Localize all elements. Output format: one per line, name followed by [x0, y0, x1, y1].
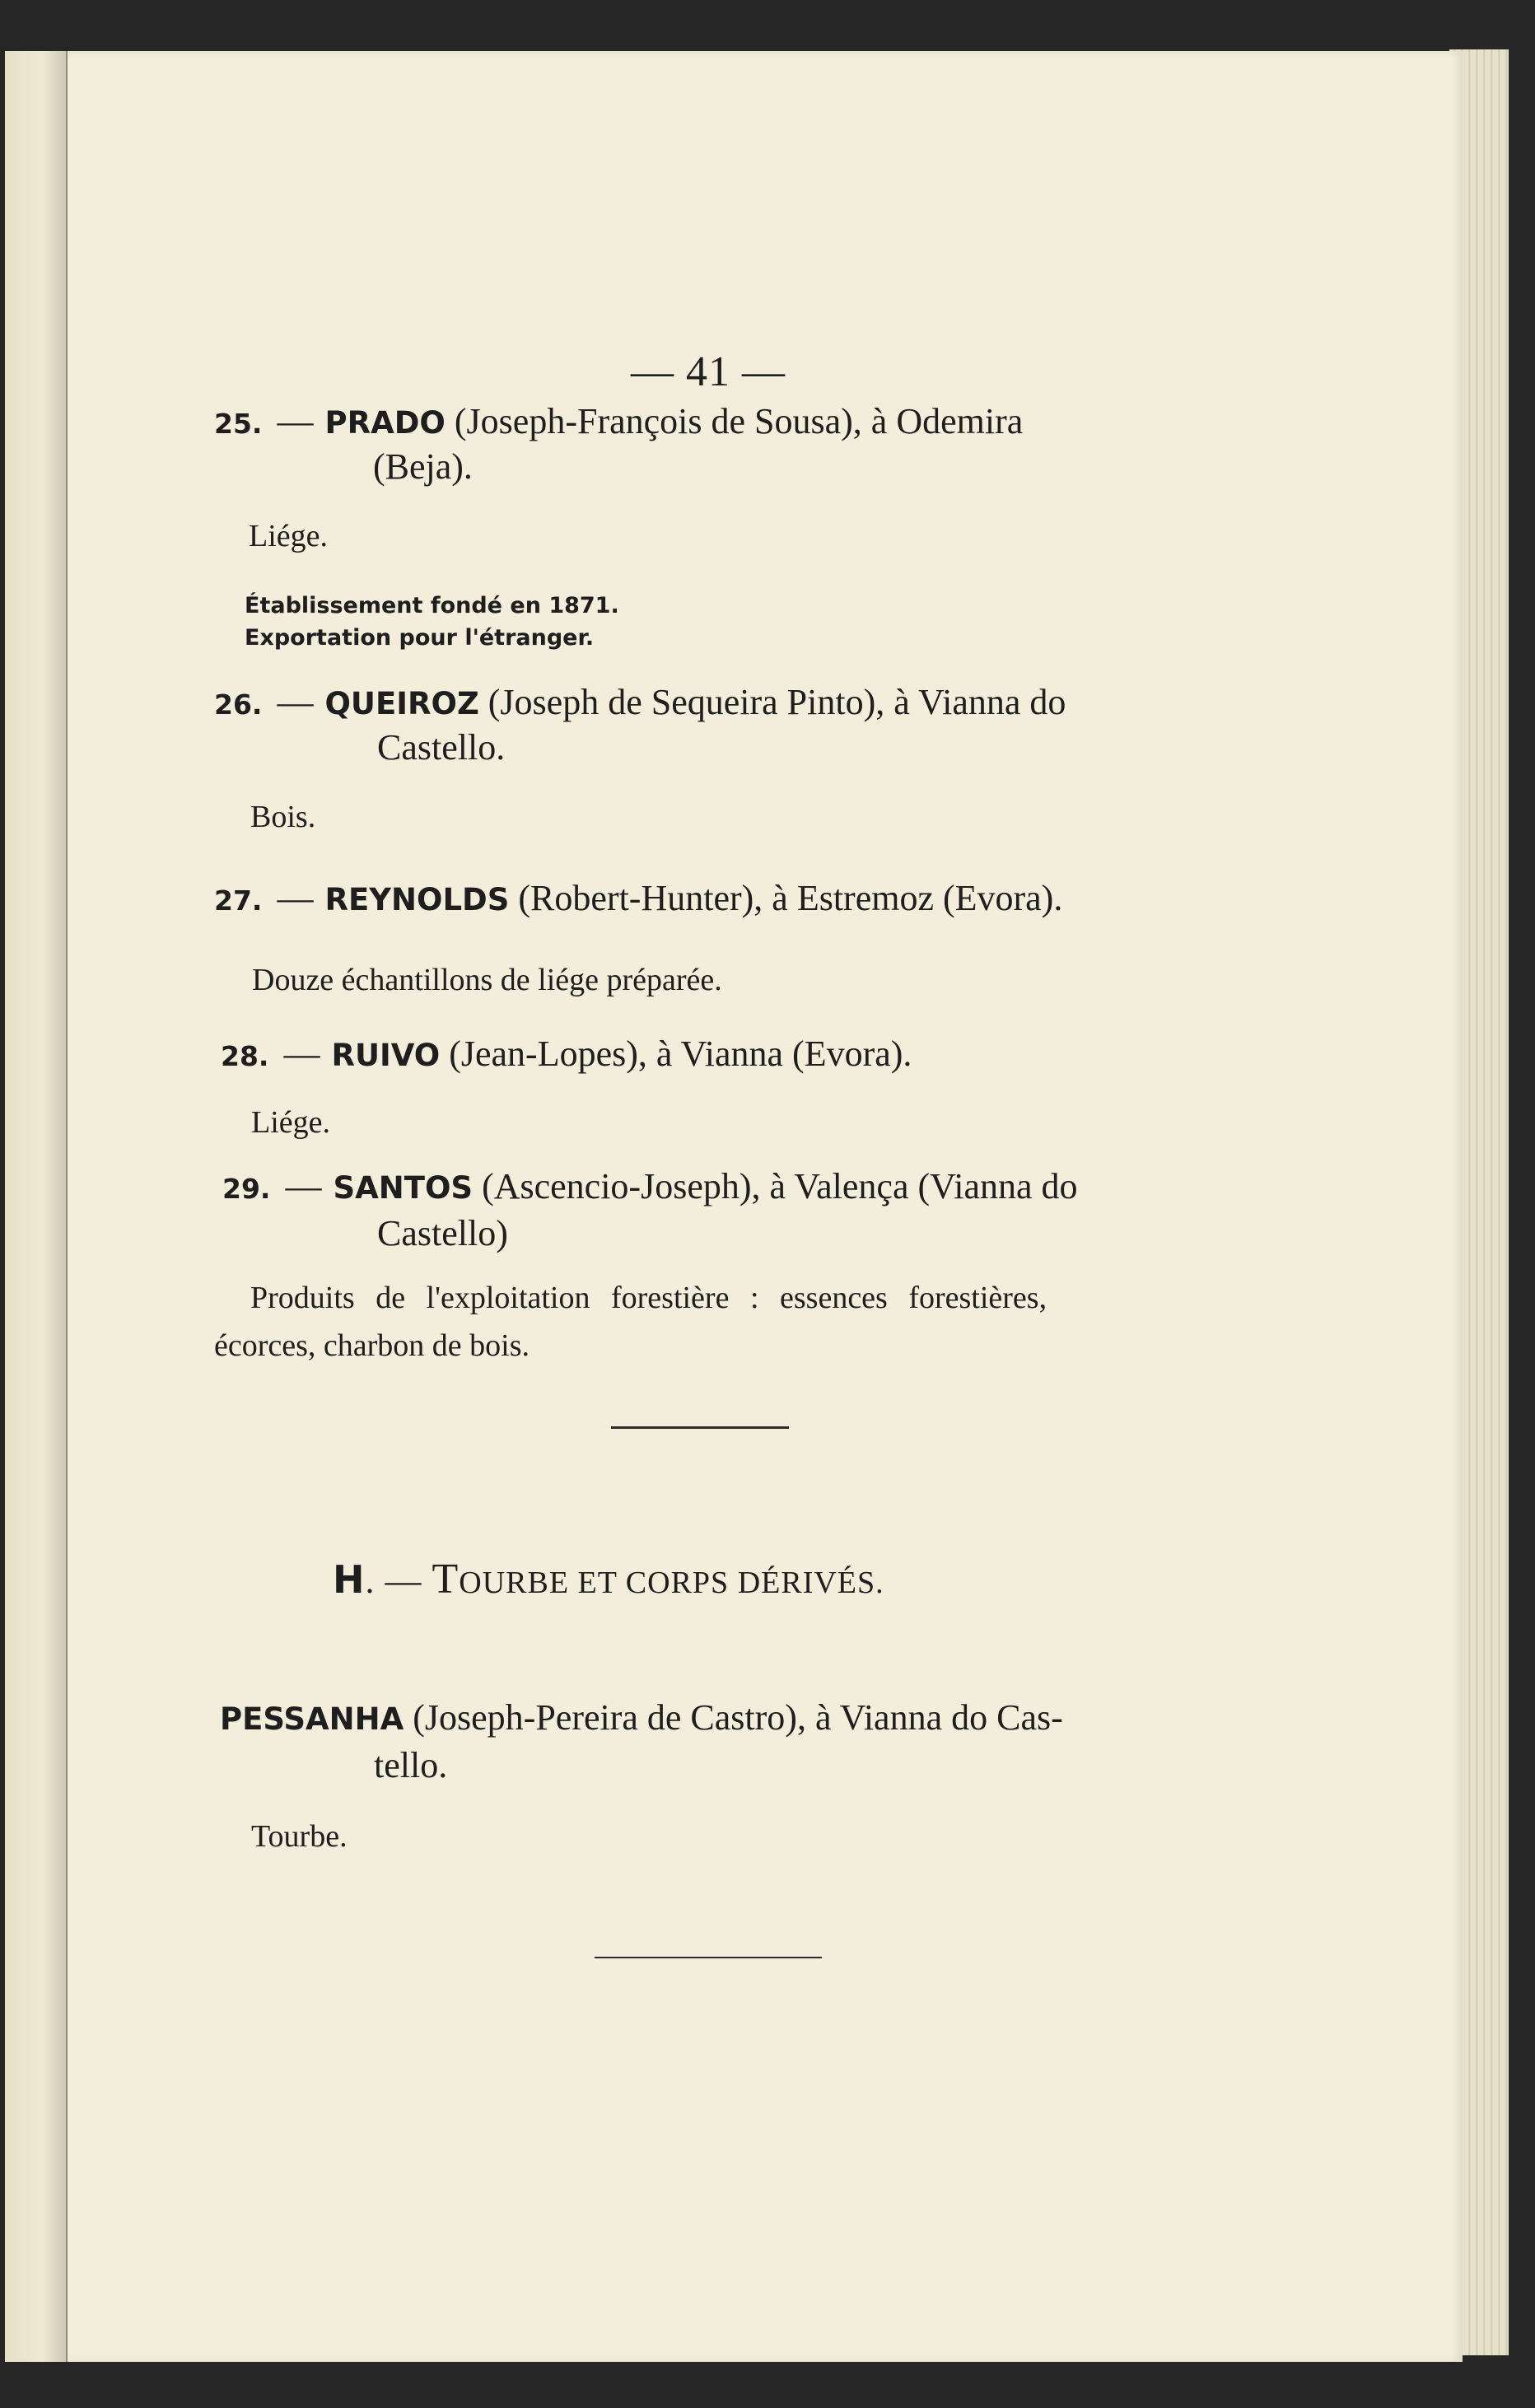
page-number: — 41 — [631, 348, 786, 395]
exhibitor-details: (Ascencio-Joseph), à Valença (Vianna do [482, 1166, 1078, 1206]
exhibitor-details: (Jean-Lopes), à Vianna (Evora). [449, 1034, 912, 1074]
exhibitor-details: (Joseph-Pereira de Castro), à Vianna do Cas- [413, 1697, 1063, 1738]
exhibitor-name: QUEIROZ [324, 686, 479, 721]
section-separator: . — [365, 1561, 422, 1601]
exhibitor-details: (Joseph-François de Sousa), à Odemira [454, 401, 1024, 441]
exhibitor-details: (Robert-Hunter), à Estremoz (Evora). [518, 878, 1063, 918]
section-title-initial: T [432, 1556, 460, 1603]
entry-number: 26. [214, 688, 263, 721]
exhibitor-name: SANTOS [333, 1170, 474, 1206]
entry-28-product: Liége. [251, 1105, 331, 1140]
entry-25-product: Liége. [249, 519, 329, 553]
gutter-fold [66, 51, 68, 2362]
section-letter: H [333, 1557, 366, 1602]
entry-number: 25. [214, 408, 263, 440]
end-divider [595, 1957, 822, 1958]
entry-29-product-cont: écorces, charbon de bois. [214, 1328, 530, 1363]
exhibitor-details: (Joseph de Sequeira Pinto), à Vianna do [488, 682, 1066, 722]
section-divider [611, 1426, 789, 1429]
entry-26-product: Bois. [250, 800, 316, 834]
book-page [5, 51, 1463, 2362]
pessanha-details-cont: tello. [374, 1745, 448, 1785]
entry-number: 27. [214, 884, 263, 917]
entry-28-heading: 28. — RUIVO (Jean-Lopes), à Vianna (Evora). [221, 1034, 912, 1074]
pessanha-product: Tourbe. [251, 1819, 348, 1854]
section-heading [333, 1555, 884, 1603]
entry-26-heading: 26. — QUEIROZ (Joseph de Sequeira Pinto), à Vianna do [214, 682, 1066, 722]
entry-25-heading: 25. — PRADO (Joseph-François de Sousa), à Odemira [214, 401, 1024, 441]
exhibitor-name: PRADO [324, 405, 446, 441]
entry-26-details-cont: Castello. [377, 727, 506, 768]
entry-29-heading: 29. — SANTOS (Ascencio-Joseph), à Valença (Vianna do [222, 1166, 1078, 1206]
page-gutter [5, 51, 68, 2362]
exhibitor-name: REYNOLDS [324, 882, 510, 917]
exhibitor-name: RUIVO [331, 1038, 441, 1073]
entry-number: 29. [222, 1173, 271, 1205]
entry-29-product: Produits de l'exploitation forestière : essences forestières, [250, 1281, 1047, 1315]
entry-27-heading: 27. — REYNOLDS (Robert-Hunter), à Estremoz (Evora). [214, 878, 1063, 918]
entry-29-details-cont: Castello) [377, 1213, 508, 1253]
exhibitor-name: PESSANHA [220, 1701, 404, 1737]
entry-25-note: Établissement fondé en 1871. [245, 593, 619, 618]
entry-25-note: Exportation pour l'étranger. [245, 625, 595, 651]
entry-25-details-cont: (Beja). [373, 446, 473, 487]
entry-number: 28. [221, 1040, 269, 1072]
pessanha-heading [220, 1696, 1063, 1738]
section-title: OURBE ET CORPS DÉRIVÉS. [459, 1566, 884, 1600]
entry-27-product: Douze échantillons de liége préparée. [252, 963, 722, 997]
